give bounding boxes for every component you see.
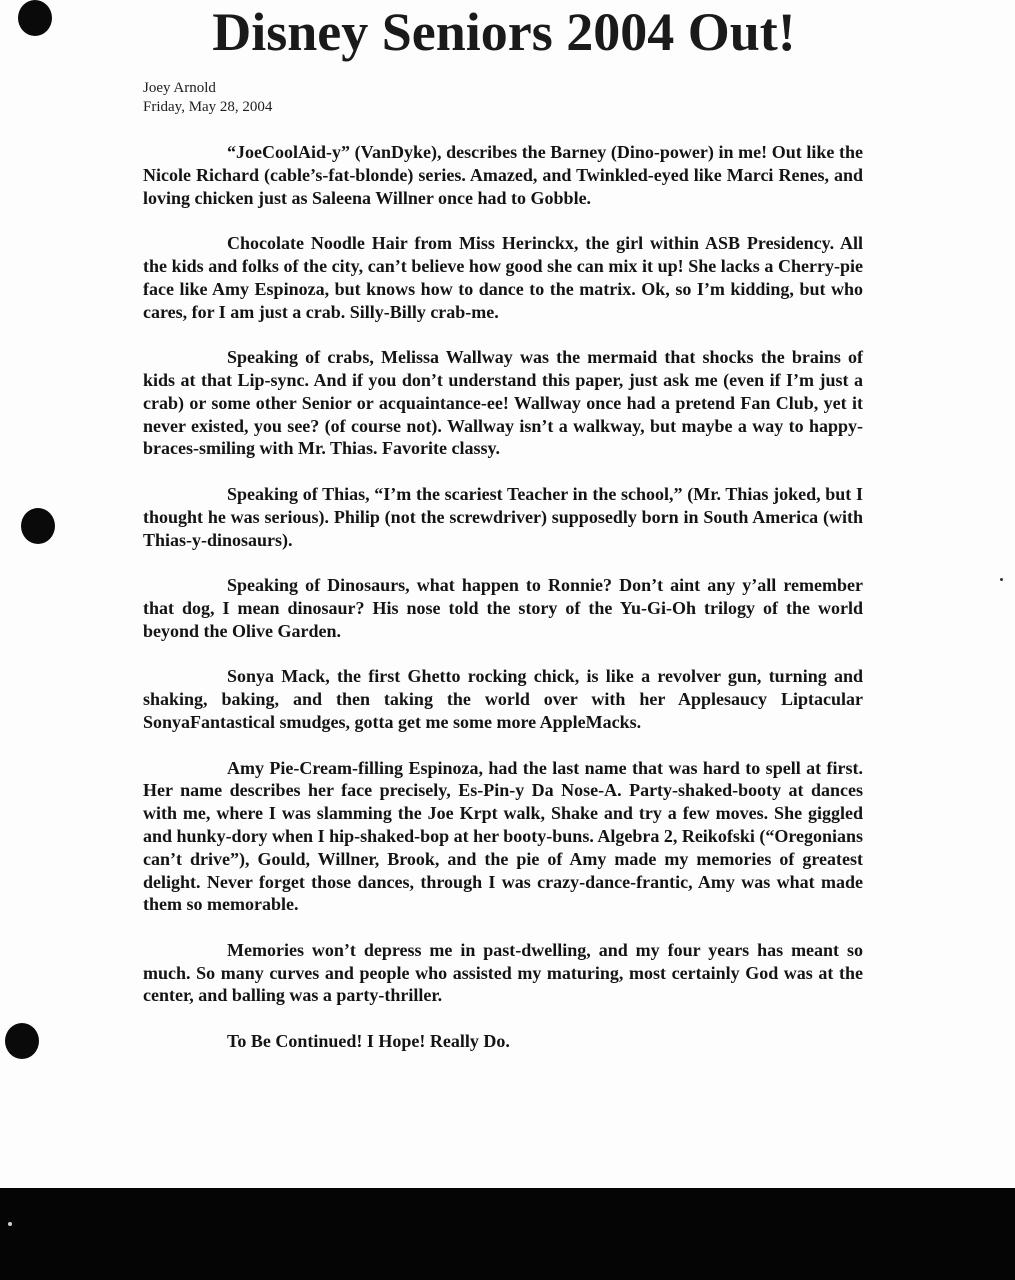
binder-hole-bottom (5, 1023, 39, 1059)
scanner-background (0, 1188, 1015, 1280)
document-title: Disney Seniors 2004 Out! (212, 2, 796, 62)
paragraph: Sonya Mack, the first Ghetto rocking chick, is like a revolver gun, turning and shaking, baking, and then taking the world over with her Applesaucy Liptacular SonyaFantastical smudges, gotta get me some more AppleMacks. (143, 666, 863, 732)
scanner-speck (8, 1222, 12, 1226)
paragraph: Chocolate Noodle Hair from Miss Herinckx, the girl within ASB Presidency. All the kids and folks of the city, can’t believe how good she can mix it up! She lacks a Cherry-pie face like Amy Espinoza, but knows how to dance to the matrix. Ok, so I’m kidding, but who cares, for I am just a crab. Silly-Billy crab-me. (143, 233, 863, 322)
author-name: Joey Arnold (143, 80, 216, 96)
byline (143, 79, 272, 117)
paragraph: Speaking of Thias, “I’m the scariest Teacher in the school,” (Mr. Thias joked, but I thought he was serious). Philip (not the screwdriver) supposedly born in South America (with Thias-y-dinosaurs). (143, 483, 863, 550)
article-body (143, 141, 863, 1076)
closing-line: To Be Continued! I Hope! Really Do. (227, 1031, 510, 1052)
paper-speck (1000, 578, 1003, 581)
paragraph: Amy Pie-Cream-filling Espinoza, had the last name that was hard to spell at first. Her name describes her face precisely, Es-Pin-y Da Nose-A. Party-shaked-booty at dances with me, where I was slamming the Joe Krpt walk, Shake and try a few moves. She giggled and hunky-dory when I hip-shaked-bop at her booty-buns. Algebra 2, Reikofski (“Oregonians can’t drive”), Gould, Willner, Brook, and the pie of Amy made my memories of greatest delight. Never forget those dances, through I was crazy-dance-frantic, Amy was what made them so memorable. (143, 757, 864, 915)
paragraph: Speaking of Dinosaurs, what happen to Ronnie? Don’t aint any y’all remember that dog, I mean dinosaur? His nose told the story of the Yu-Gi-Oh trilogy of the world beyond the Olive Garden. (143, 575, 863, 641)
binder-hole-top (18, 0, 52, 36)
paragraph: Speaking of crabs, Melissa Wallway was the mermaid that shocks the brains of kids at that Lip-sync. And if you don’t understand this paper, just ask me (even if I’m just a crab) or some other Senior or acquaintance-ee! Wallway once had a pretend Fan Club, yet it never existed, you see? (of course not). Wallway isn’t a walkway, but maybe a way to happy-braces-smiling with Mr. Thias. Favorite classy. (143, 347, 863, 459)
binder-hole-middle (21, 508, 55, 544)
publish-date: Friday, May 28, 2004 (143, 99, 273, 115)
paragraph: “JoeCoolAid-y” (VanDyke), describes the Barney (Dino-power) in me! Out like the Nicole Richard (cable’s-fat-blonde) series. Amazed, and Twinkled-eyed like Marci Renes, and loving chicken just as Saleena Willner once had to Gobble. (143, 142, 863, 208)
paragraph: Memories won’t depress me in past-dwelling, and my four years has meant so much. So many curves and people who assisted my maturing, most certainly God was at the center, and balling was a party-thriller. (143, 939, 863, 1006)
